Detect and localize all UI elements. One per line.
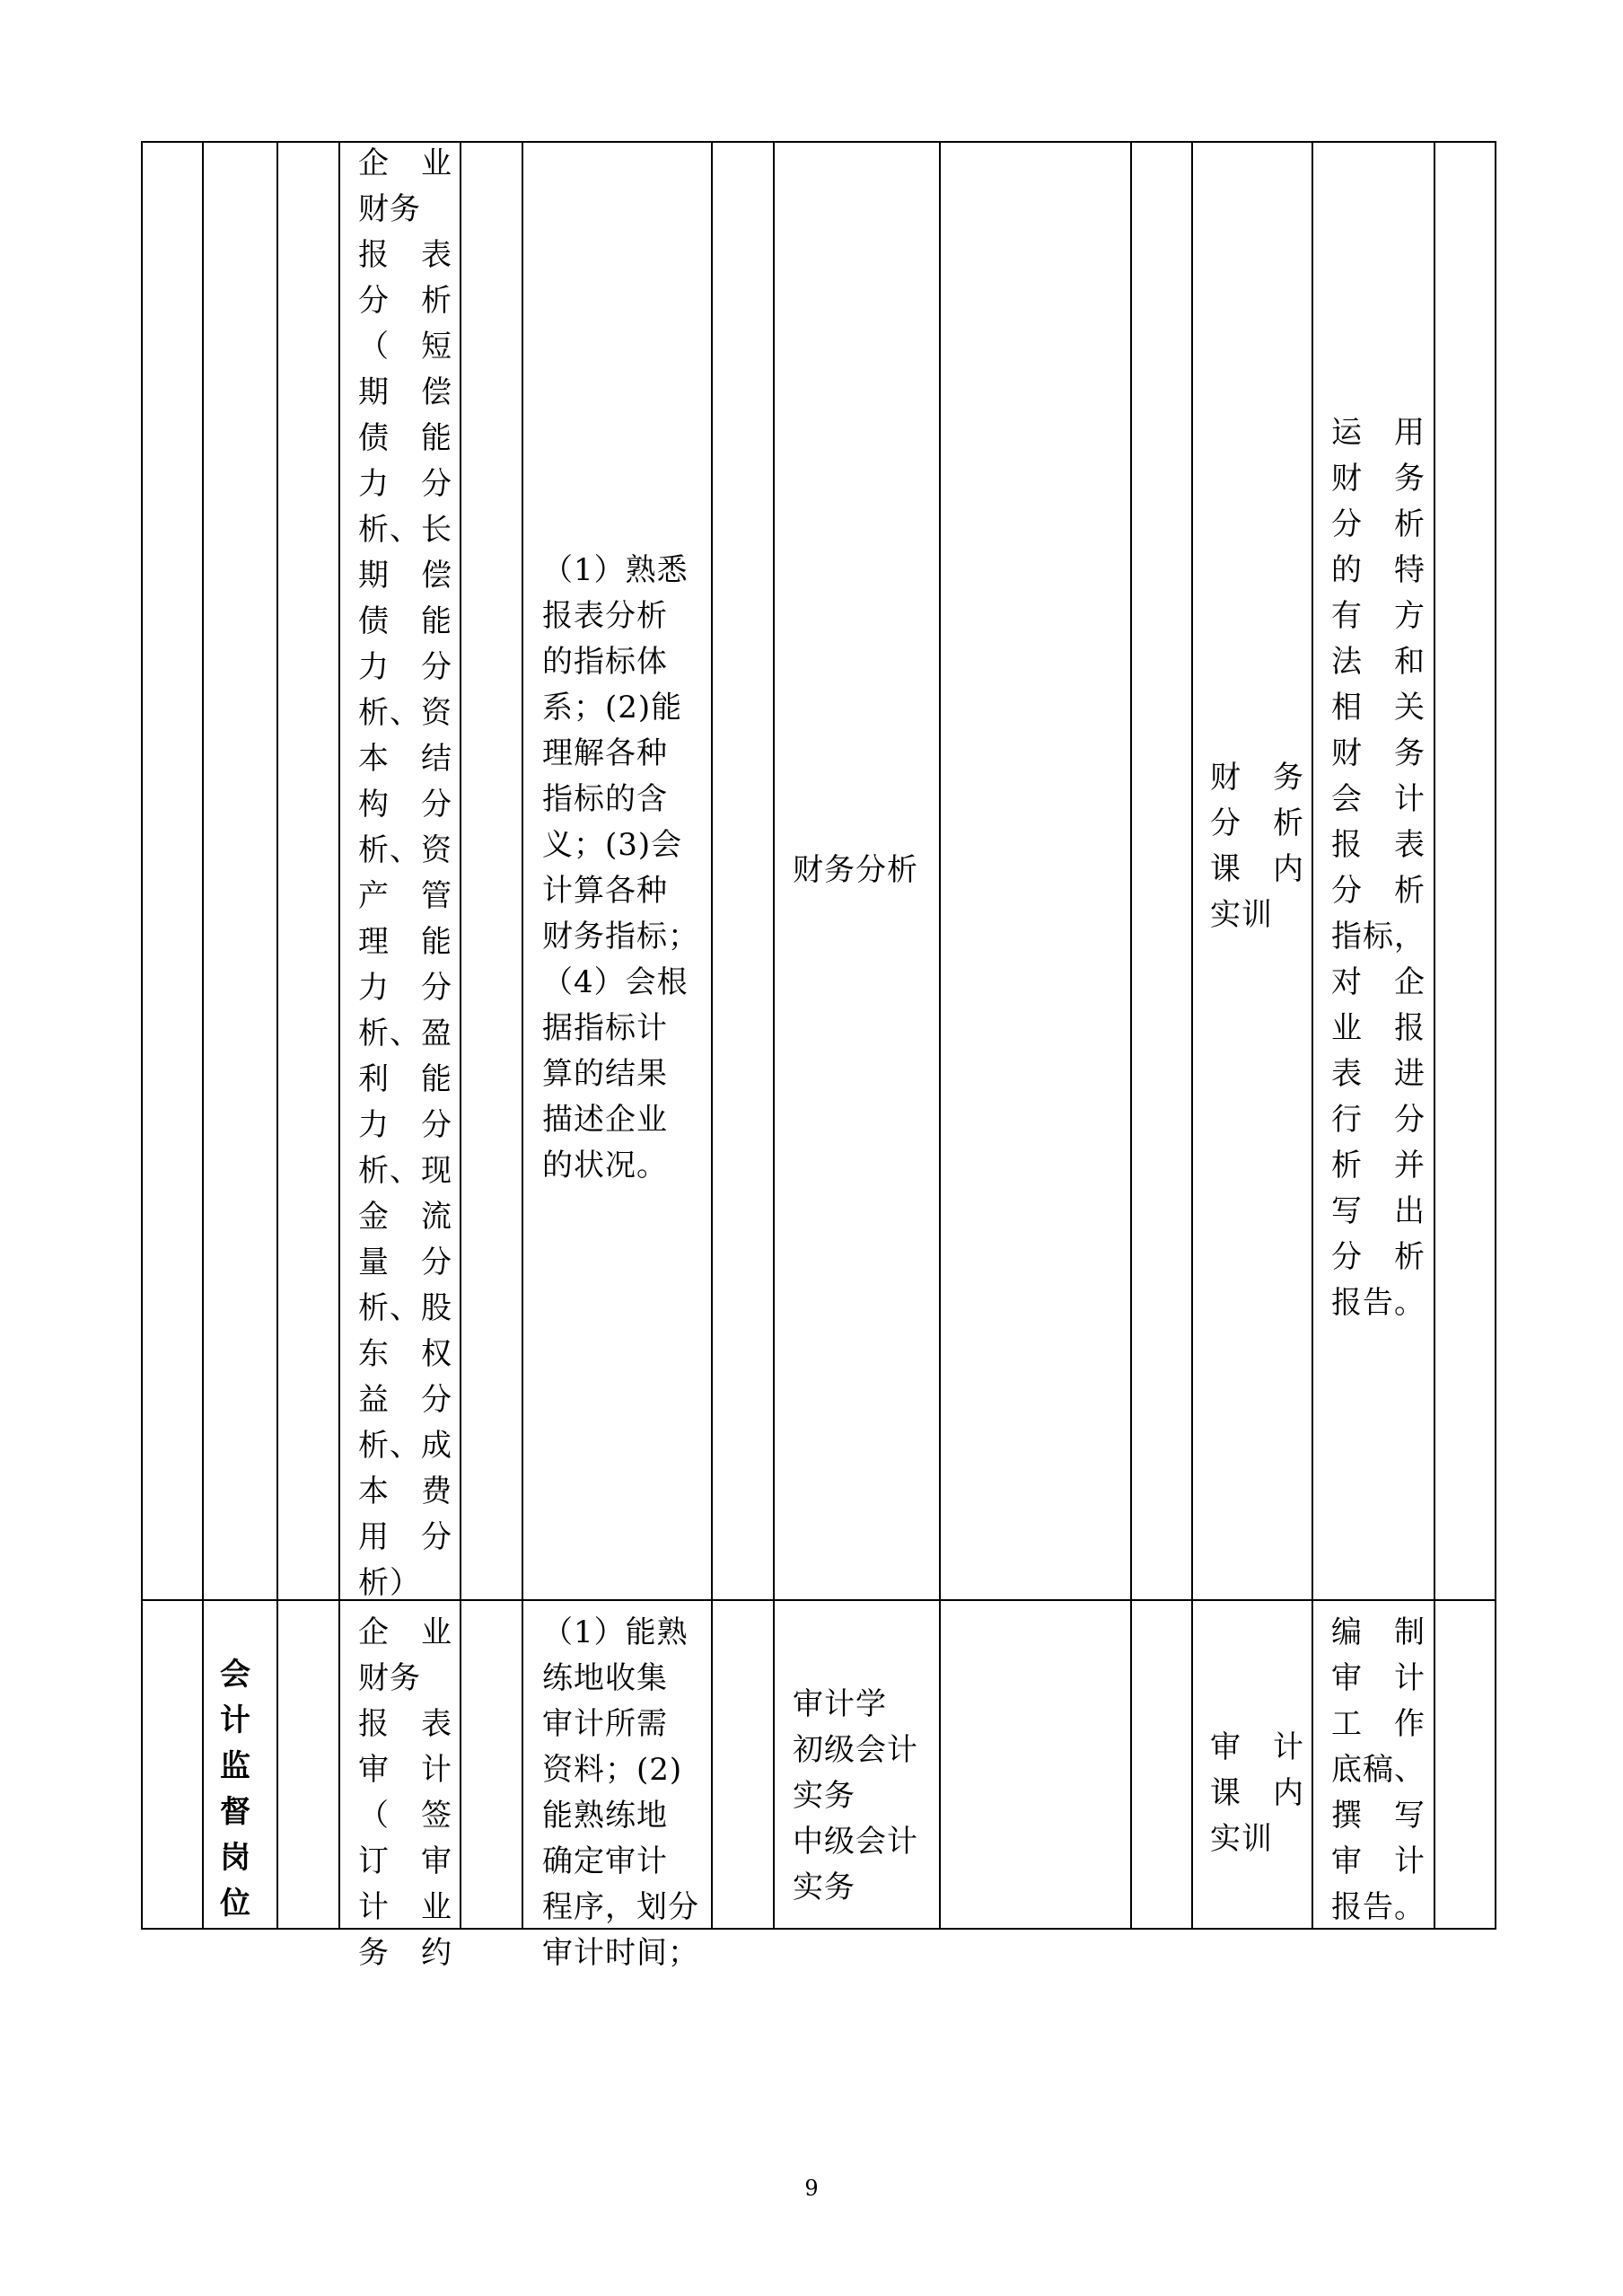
cell-text-line: 业 报 [1331, 1010, 1426, 1046]
cell-text-line: 实务 [793, 1869, 855, 1905]
cell-text-line: 审计学 [793, 1686, 887, 1722]
cell-text-line: 量 分 [358, 1245, 452, 1280]
cell-text-line: 析、资 [358, 832, 452, 868]
cell-text-line: 中级会计 [793, 1824, 918, 1860]
cell-text-line: 据指标计 [542, 1010, 668, 1046]
cell-text-line: 财 务 [1331, 461, 1426, 497]
cell-text-line: 算的结果 [542, 1056, 668, 1092]
cell-text-line: 能熟练地 [542, 1798, 668, 1834]
cell-text-line: 企 业 [358, 145, 452, 181]
cell-text-line: 指标， [1331, 919, 1426, 954]
cell-text-line: 确定审计 [542, 1843, 668, 1879]
cell-text-line: 东 权 [358, 1336, 452, 1372]
cell-text-line: 财务指标； [542, 919, 699, 954]
cell-text-line: 审计所需 [542, 1706, 668, 1742]
cell-text-line: 析 并 [1331, 1148, 1426, 1183]
cell-text-line: 计算各种 [542, 873, 668, 909]
column-divider [1191, 141, 1193, 1930]
cell-text-line: 利 能 [358, 1061, 452, 1097]
cell-text-line: 产 管 [358, 878, 452, 914]
cell-text-line: 计 业 [358, 1889, 452, 1925]
cell-text-line: （1）熟悉 [542, 552, 689, 588]
cell-text-line: 理 能 [358, 924, 452, 960]
cell-text-line: （ 签 [358, 1798, 452, 1834]
cell-text-line: 报 表 [1331, 827, 1426, 863]
cell-text-line: 有 方 [1331, 598, 1426, 634]
cell-text-line: 期 偿 [358, 374, 452, 410]
cell-text-line: 审计时间； [542, 1935, 699, 1971]
row2-outcome-cell [1331, 1610, 1434, 1931]
cell-text-line: 财务 [358, 1660, 421, 1696]
cell-text-line: 分 析 [1210, 805, 1304, 841]
cell-text-line: 析、盈 [358, 1016, 452, 1051]
cell-text-line: 实训 [1210, 897, 1273, 933]
cell-text-line: 分 析 [1331, 506, 1426, 542]
cell-text-line: 课 内 [1210, 851, 1304, 887]
row1-requirement-cell [542, 548, 713, 1189]
cell-text-line: 工 作 [1331, 1706, 1426, 1742]
cell-text-line: 财务分析 [793, 852, 918, 888]
row2-content-cell [358, 1610, 461, 1976]
cell-text-line: 分 析 [1331, 873, 1426, 909]
row1-course-cell [793, 848, 945, 893]
cell-text-line: 报告。 [1331, 1285, 1426, 1321]
cell-text-line: 析、成 [358, 1428, 452, 1464]
cell-text-line: 析、现 [358, 1153, 452, 1189]
cell-text-line: 审 计 [1331, 1660, 1426, 1696]
cell-text-line: （4）会根 [542, 964, 689, 1000]
row2-course-cell [793, 1682, 945, 1911]
cell-text-line: 表 进 [1331, 1056, 1426, 1092]
row2-requirement-cell [542, 1610, 713, 1976]
page-number: 9 [804, 2176, 819, 2201]
cell-text-line: 计 [220, 1702, 251, 1738]
cell-text-line: 分 析 [1331, 1239, 1426, 1275]
cell-text-line: 实训 [1210, 1821, 1273, 1857]
table-border-top [141, 141, 1496, 143]
cell-text-line: 编 制 [1331, 1614, 1426, 1650]
cell-text-line: 力 分 [358, 649, 452, 685]
cell-text-line: 实务 [793, 1778, 855, 1814]
cell-text-line: 期 偿 [358, 558, 452, 594]
cell-text-line: 企 业 [358, 1614, 452, 1650]
cell-text-line: 报 表 [358, 1706, 452, 1742]
column-divider [773, 141, 775, 1930]
cell-text-line: 析、长 [358, 512, 452, 548]
cell-text-line: 位 [220, 1886, 251, 1922]
column-divider [1130, 141, 1132, 1930]
row2-practice-cell [1210, 1725, 1313, 1862]
cell-text-line: 审 计 [1210, 1729, 1304, 1765]
cell-text-line: 课 内 [1210, 1775, 1304, 1811]
cell-text-line: 行 分 [1331, 1102, 1426, 1138]
cell-text-line: 理解各种 [542, 735, 668, 771]
table-border-bottom [141, 1928, 1496, 1930]
cell-text-line: 写 出 [1331, 1193, 1426, 1229]
cell-text-line: 会 计 [1331, 781, 1426, 817]
cell-text-line: 系；(2)能 [542, 690, 683, 726]
row-divider [141, 1599, 1496, 1601]
cell-text-line: 务 约 [358, 1935, 452, 1971]
cell-text-line: 的指标体 [542, 644, 668, 680]
cell-text-line: 程序，划分 [542, 1889, 699, 1925]
cell-text-line: 力 分 [358, 1107, 452, 1143]
cell-text-line: 描述企业 [542, 1102, 668, 1138]
cell-text-line: 的 特 [1331, 552, 1426, 588]
cell-text-line: 初级会计 [793, 1732, 918, 1768]
cell-text-line: 本 结 [358, 741, 452, 777]
table-border-right [1495, 141, 1496, 1930]
cell-text-line: 报 表 [358, 237, 452, 273]
cell-text-line: 析） [358, 1565, 421, 1601]
column-divider [276, 141, 278, 1930]
cell-text-line: 监 [220, 1748, 251, 1784]
cell-text-line: （1）能熟 [542, 1614, 689, 1650]
cell-text-line: （ 短 [358, 329, 452, 365]
cell-text-line: 债 能 [358, 603, 452, 639]
cell-text-line: 报表分析 [542, 598, 668, 634]
row1-outcome-cell [1331, 410, 1434, 1326]
cell-text-line: 构 分 [358, 787, 452, 823]
row2-post-cell [220, 1652, 274, 1927]
cell-text-line: 本 费 [358, 1473, 452, 1509]
cell-text-line: 金 流 [358, 1199, 452, 1235]
cell-text-line: 财 务 [1210, 760, 1304, 796]
cell-text-line: 力 分 [358, 466, 452, 502]
cell-text-line: 义；(3)会 [542, 827, 683, 863]
cell-text-line: 运 用 [1331, 415, 1426, 451]
cell-text-line: 财 务 [1331, 735, 1426, 771]
cell-text-line: 分 析 [358, 283, 452, 319]
column-divider [522, 141, 523, 1930]
course-table [141, 141, 1496, 1971]
cell-text-line: 相 关 [1331, 690, 1426, 726]
cell-text-line: 订 审 [358, 1843, 452, 1879]
cell-text-line: 债 能 [358, 420, 452, 456]
cell-text-line: 岗 [220, 1840, 251, 1876]
cell-text-line: 对 企 [1331, 964, 1426, 1000]
cell-text-line: 用 分 [358, 1519, 452, 1555]
cell-text-line: 审 计 [358, 1752, 452, 1788]
cell-text-line: 法 和 [1331, 644, 1426, 680]
cell-text-line: 财务 [358, 191, 421, 227]
cell-text-line: 报告。 [1331, 1889, 1426, 1925]
cell-text-line: 督 [220, 1794, 251, 1830]
cell-text-line: 资料；(2) [542, 1752, 683, 1788]
cell-text-line: 底稿、 [1331, 1752, 1426, 1788]
column-divider [338, 141, 340, 1930]
cell-text-line: 析、股 [358, 1290, 452, 1326]
row1-practice-cell [1210, 755, 1313, 938]
row1-content-cell [358, 141, 461, 1606]
cell-text-line: 指标的含 [542, 781, 668, 817]
table-border-left [141, 141, 143, 1930]
cell-text-line: 撰 写 [1331, 1798, 1426, 1834]
column-divider [202, 141, 204, 1930]
cell-text-line: 的状况。 [542, 1148, 668, 1183]
cell-text-line: 会 [220, 1657, 251, 1693]
cell-text-line: 练地收集 [542, 1660, 668, 1696]
cell-text-line: 力 分 [358, 970, 452, 1006]
cell-text-line: 析、资 [358, 695, 452, 731]
cell-text-line: 审 计 [1331, 1843, 1426, 1879]
cell-text-line: 益 分 [358, 1382, 452, 1418]
column-divider [939, 141, 941, 1930]
column-divider [1312, 141, 1313, 1930]
